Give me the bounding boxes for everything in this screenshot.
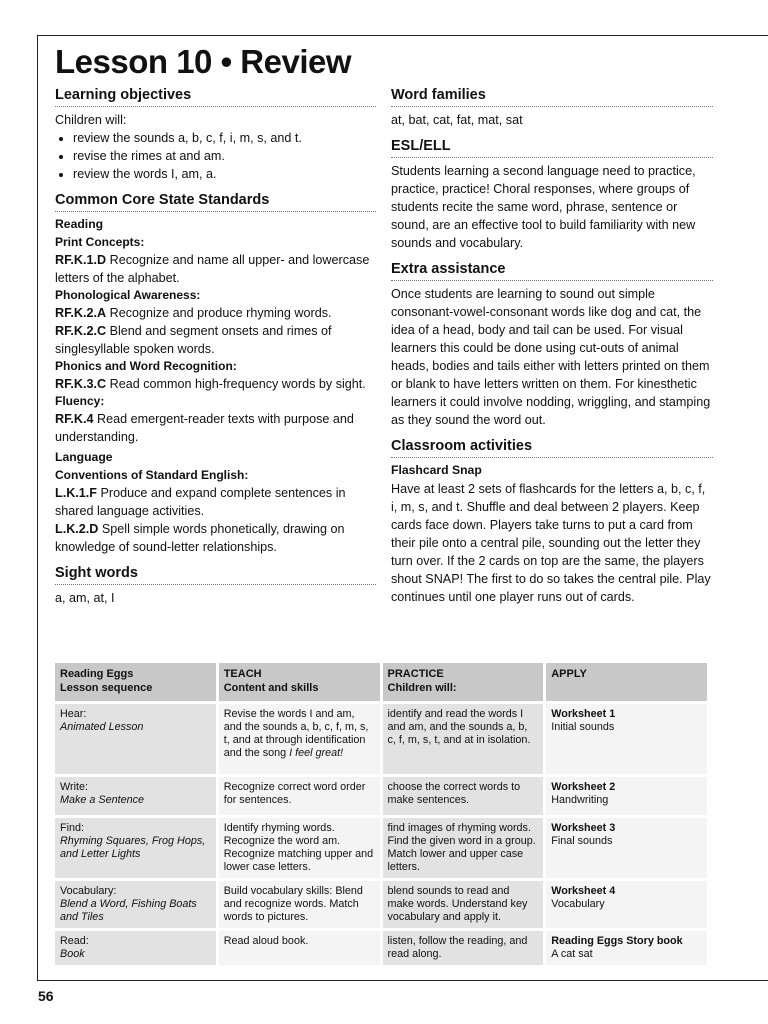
teach-cell: Identify rhyming words. Recognize the word am. Recognize matching upper and lower case letters. [219, 818, 380, 878]
standard-code: L.K.2.D [55, 522, 99, 536]
header-teach: TEACH Content and skills [219, 663, 380, 701]
phonological-heading: Phonological Awareness: [55, 288, 201, 302]
reading-heading: Reading [55, 217, 104, 231]
phonics-heading: Phonics and Word Recognition: [55, 359, 237, 373]
table-row [55, 704, 707, 774]
fluency-heading: Fluency: [55, 394, 105, 408]
apply-cell: Worksheet 1 Initial sounds [546, 704, 707, 774]
standard-code: L.K.1.F [55, 486, 97, 500]
standard-rfk2c [55, 322, 376, 358]
sequence-cell: Find: Rhyming Squares, Frog Hops, and Letter Lights [55, 818, 216, 878]
lesson-title-rest: • Review [211, 43, 352, 80]
word-families-heading: Word families [391, 86, 713, 107]
practice-cell: listen, follow the reading, and read along. [383, 931, 544, 965]
teach-cell: Read aloud book. [219, 931, 380, 965]
flashcard-snap-heading: Flashcard Snap [391, 463, 482, 477]
standard-code: RF.K.1.D [55, 253, 107, 267]
standard-code: RF.K.4 [55, 412, 94, 426]
standard-text: Read emergent-reader texts with purpose and understanding. [55, 412, 354, 444]
table-row [55, 777, 707, 815]
objectives-list [55, 129, 376, 183]
sight-words: a, am, at, I [55, 591, 115, 605]
standard-rfk3c [55, 375, 376, 393]
table-row [55, 881, 707, 928]
practice-cell: find images of rhyming words. Find the given word in a group. Match lower and upper case letters. [383, 818, 544, 878]
esl-heading: ESL/ELL [391, 137, 713, 158]
practice-cell: choose the correct words to make sentences. [383, 777, 544, 815]
standard-code: RF.K.2.A [55, 306, 107, 320]
standard-text: Recognize and name all upper- and lowercase letters of the alphabet. [55, 253, 370, 285]
objective-item: • review the words I, am, a. [73, 165, 376, 183]
lesson-sequence-table [52, 660, 710, 968]
sight-words-heading: Sight words [55, 564, 376, 585]
table-row [55, 818, 707, 878]
standard-lk2d [55, 520, 376, 556]
sequence-cell: Hear: Animated Lesson [55, 704, 216, 774]
objectives-intro: Children will: [55, 113, 127, 127]
teach-cell: Build vocabulary skills: Blend and recognize words. Match words to pictures. [219, 881, 380, 928]
flashcard-snap-text: Have at least 2 sets of flashcards for the letters a, b, c, f, i, m, s, and t. Shuffle and deal between 2 players. Keep cards face down. Players take turns to put a card from their pile onto a central pile, sounding out the letter they turn over. If the 2 cards on top are the same, the players shout SNAP! The first to do so takes the central pile. Play continues until one player runs out of cards. [391, 482, 711, 604]
apply-cell: Worksheet 2 Handwriting [546, 777, 707, 815]
standard-text: Blend and segment onsets and rimes of singlesyllable spoken words. [55, 324, 332, 356]
conventions-heading: Conventions of Standard English: [55, 468, 249, 482]
left-column [55, 86, 376, 607]
standard-text: Recognize and produce rhyming words. [106, 306, 332, 320]
practice-cell: identify and read the words I and am, and the sounds a, b, c, f, m, s, t, and at in isolation. [383, 704, 544, 774]
standard-rfk2a [55, 304, 376, 322]
header-apply: APPLY [546, 663, 707, 701]
print-concepts-heading: Print Concepts: [55, 235, 145, 249]
standard-rfk1d [55, 251, 376, 287]
standard-code: RF.K.2.C [55, 324, 107, 338]
apply-cell: Worksheet 3 Final sounds [546, 818, 707, 878]
header-practice: PRACTICE Children will: [383, 663, 544, 701]
teach-cell: Recognize correct word order for sentences. [219, 777, 380, 815]
language-heading: Language [55, 450, 113, 464]
objective-item: • review the sounds a, b, c, f, i, m, s, and t. [73, 129, 376, 147]
sequence-cell: Vocabulary: Blend a Word, Fishing Boats and Tiles [55, 881, 216, 928]
standard-code: RF.K.3.C [55, 377, 107, 391]
classroom-activities-heading: Classroom activities [391, 437, 713, 458]
lesson-title-bold: Lesson 10 [55, 43, 212, 80]
header-lesson-sequence: Reading Eggs Lesson sequence [55, 663, 216, 701]
standard-lk1f [55, 484, 376, 520]
extra-assistance-text: Once students are learning to sound out simple consonant-vowel-consonant words like dog and cat, the idea of a head, body and tail can be used. For visual learners this could be done using cut-outs of animal heads, bodies and tails either with letters printed on them or blank to have letters written on them. For kinesthetic learners it could involve nodding, wriggling, and stamping as they sound the word out. [391, 287, 711, 427]
ccss-heading: Common Core State Standards [55, 191, 376, 212]
apply-cell: Reading Eggs Story book A cat sat [546, 931, 707, 965]
page-number: 56 [38, 988, 54, 1004]
extra-assistance-heading: Extra assistance [391, 260, 713, 281]
objectives-heading: Learning objectives [55, 86, 376, 107]
sequence-cell: Read: Book [55, 931, 216, 965]
standard-text: Produce and expand complete sentences in shared language activities. [55, 486, 346, 518]
objective-item: • revise the rimes at and am. [73, 147, 376, 165]
table-header-row [55, 663, 707, 701]
sequence-cell: Write: Make a Sentence [55, 777, 216, 815]
standard-rfk4 [55, 410, 376, 446]
standard-text: Spell simple words phonetically, drawing on knowledge of sound-letter relationships. [55, 522, 345, 554]
apply-cell: Worksheet 4 Vocabulary [546, 881, 707, 928]
lesson-title [55, 42, 351, 82]
right-column [391, 86, 713, 606]
esl-text: Students learning a second language need to practice, practice, practice! Choral responses, where groups of students recite the same word, phrase, sentence or sound, are an effective tool to build familiarity with new sounds and vocabulary. [391, 164, 696, 250]
practice-cell: blend sounds to read and make words. Understand key vocabulary and apply it. [383, 881, 544, 928]
teach-cell: Revise the words I and am, and the sounds a, b, c, f, m, s, t, and at through identification and the song I feel great! [219, 704, 380, 774]
word-families: at, bat, cat, fat, mat, sat [391, 113, 523, 127]
table-row [55, 931, 707, 965]
standard-text: Read common high-frequency words by sight. [106, 377, 366, 391]
